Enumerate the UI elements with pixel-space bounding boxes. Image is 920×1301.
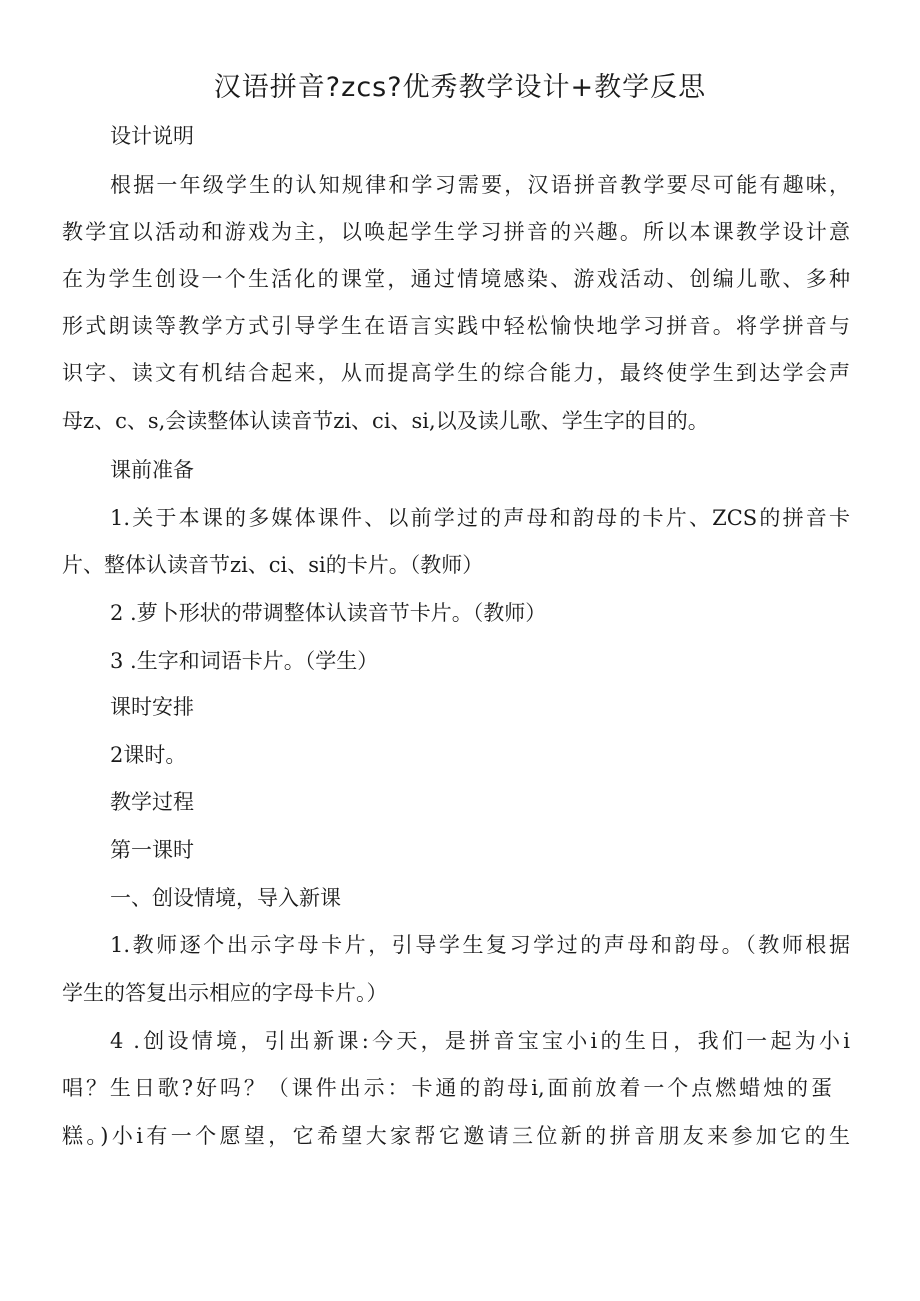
prep-item-2: 2 .萝卜形状的带调整体认读音节卡片。（教师） xyxy=(110,601,547,625)
process-item-line: 糕。)小i有一个愿望，它希望大家帮它邀请三位新的拼音朋友来参加它的生 xyxy=(62,1124,850,1148)
design-paragraph-line: 在为学生创设一个生活化的课堂，通过情境感染、游戏活动、创编儿歌、多种 xyxy=(62,267,850,291)
document-title: 汉语拼音?zcs?优秀教学设计+教学反思 xyxy=(213,72,707,103)
prep-item-line: 1.关于本课的多媒体课件、以前学过的声母和韵母的卡片、ZCS的拼音卡 xyxy=(110,506,850,530)
design-paragraph-line: 识字、读文有机结合起来，从而提高学生的综合能力，最终使学生到达学会声 xyxy=(62,361,850,385)
process-item-line: 1.教师逐个出示字母卡片，引导学生复习学过的声母和韵母。（教师根据 xyxy=(110,933,850,957)
prep-item-3: 3 .生字和词语卡片。（学生） xyxy=(110,649,379,673)
part-one-heading: 一、创设情境，导入新课 xyxy=(110,886,341,910)
design-paragraph-line: 教学宜以活动和游戏为主，以唤起学生学习拼音的兴趣。所以本课教学设计意 xyxy=(62,220,850,244)
process-item-line: 4 .创设情境，引出新课:今天，是拼音宝宝小i的生日，我们一起为小i xyxy=(110,1029,850,1053)
design-paragraph-line: 根据一年级学生的认知规律和学习需要，汉语拼音教学要尽可能有趣味， xyxy=(110,173,850,197)
heading-process: 教学过程 xyxy=(110,790,194,814)
design-paragraph-line: 形式朗读等教学方式引导学生在语言实践中轻松愉快地学习拼音。将学拼音与 xyxy=(62,314,850,338)
prep-item-line: 片、整体认读音节zi、ci、si的卡片。（教师） xyxy=(62,553,484,577)
heading-preparation: 课前准备 xyxy=(110,458,194,482)
design-paragraph-line: 母z、c、s,会读整体认读音节zi、ci、si,以及读儿歌、学生字的目的。 xyxy=(62,409,709,433)
heading-design-notes: 设计说明 xyxy=(110,124,194,148)
lesson-one-heading: 第一课时 xyxy=(110,838,194,862)
heading-schedule: 课时安排 xyxy=(110,695,194,719)
schedule-text: 2课时。 xyxy=(110,743,187,767)
process-item-line: 学生的答复出示相应的字母卡片。） xyxy=(62,981,388,1005)
process-item-line: 唱？生日歌?好吗？（课件出示：卡通的韵母i,面前放着一个点燃蜡烛的蛋 xyxy=(62,1076,832,1100)
